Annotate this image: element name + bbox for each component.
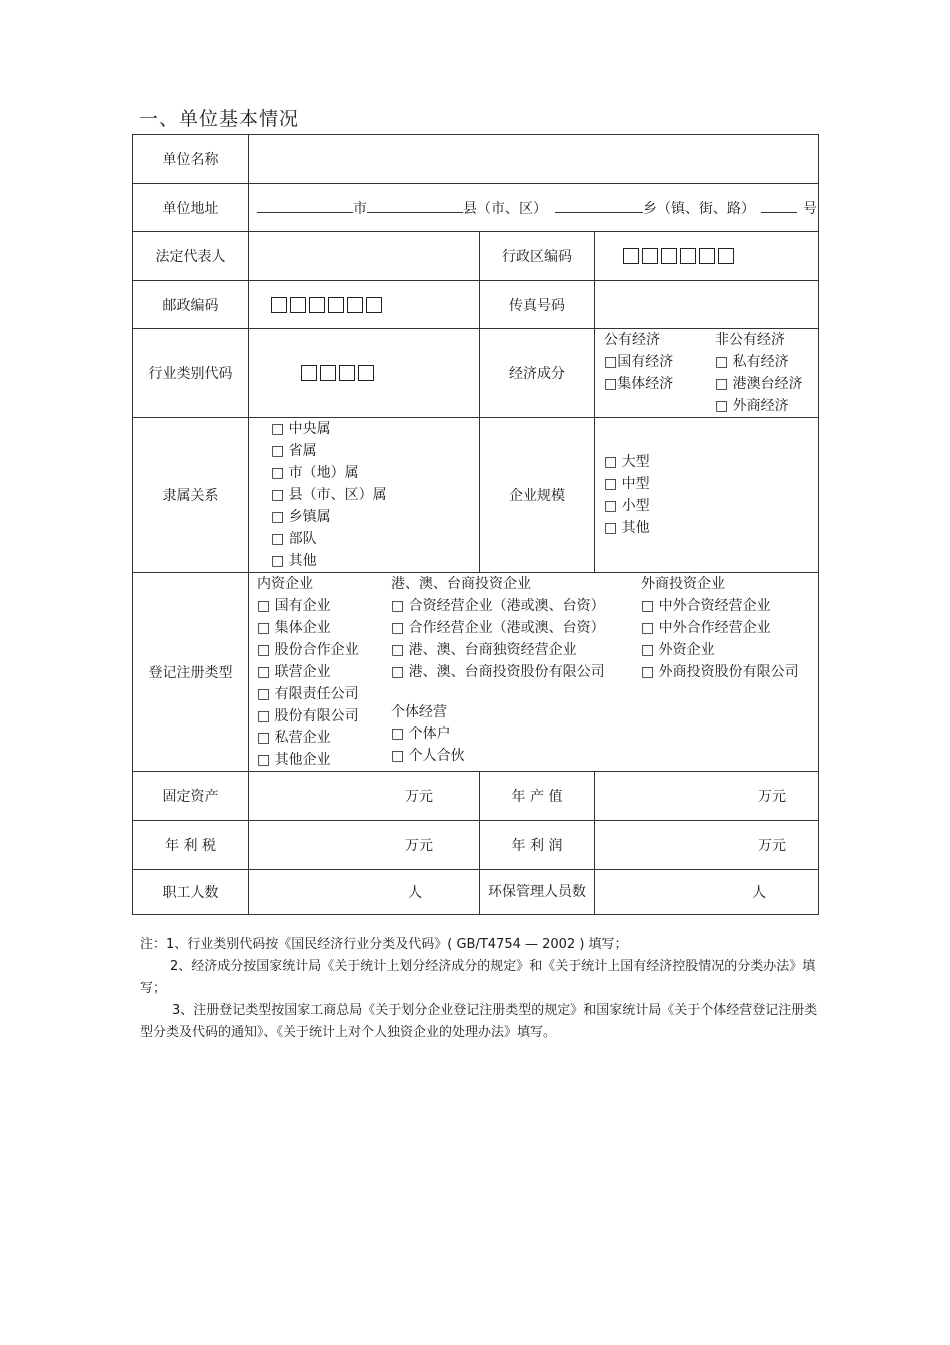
registration-option[interactable]: □ 中外合资经营企业 — [641, 598, 771, 614]
section-title: 一、单位基本情况 — [139, 108, 300, 130]
code-digit-box[interactable] — [661, 248, 677, 264]
registration-option[interactable]: □ 合作经营企业（港或澳、台资） — [391, 620, 605, 636]
code-digit-box[interactable] — [339, 365, 355, 381]
county-suffix: 县（市、区） — [463, 200, 547, 217]
economic-option[interactable]: □ 外商经济 — [715, 398, 789, 414]
registration-option[interactable]: □ 外资企业 — [641, 642, 715, 658]
code-digit-box[interactable] — [358, 365, 374, 381]
code-digit-box[interactable] — [642, 248, 658, 264]
scale-label: 企业规模 — [480, 418, 595, 573]
affiliation-option[interactable]: □ 县（市、区）属 — [271, 487, 387, 503]
code-digit-box[interactable] — [320, 365, 336, 381]
economic-label: 经济成分 — [480, 329, 595, 418]
nonpublic-economy-title: 非公有经济 — [715, 332, 785, 348]
fixed-assets-field[interactable] — [249, 772, 480, 821]
affiliation-option[interactable]: □ 部队 — [271, 531, 317, 547]
hkmt-group — [391, 573, 641, 767]
code-digit-box[interactable] — [366, 297, 382, 313]
row-affiliation — [133, 418, 819, 573]
code-digit-box[interactable] — [328, 297, 344, 313]
annual-output-unit: 万元 — [758, 789, 787, 805]
nonpublic-economy-group — [715, 329, 803, 417]
number-blank[interactable] — [761, 198, 797, 213]
domestic-group — [257, 573, 391, 771]
env-staff-unit: 人 — [752, 885, 767, 901]
admin-code-field[interactable] — [595, 232, 819, 281]
scale-option[interactable]: □ 小型 — [604, 498, 650, 514]
note-item: 注：1、行业类别代码按《国民经济行业分类及代码》( GB/T4754 — 2002 ) 填写； — [140, 937, 628, 952]
fixed-assets-label: 固定资产 — [133, 772, 249, 821]
registration-option[interactable]: □ 联营企业 — [257, 664, 331, 680]
town-blank[interactable] — [555, 198, 643, 213]
address-label: 单位地址 — [133, 184, 249, 232]
fax-field[interactable] — [595, 281, 819, 329]
legal-rep-label: 法定代表人 — [133, 232, 249, 281]
row-legal-rep — [133, 232, 819, 281]
city-blank[interactable] — [257, 198, 353, 213]
env-staff-field[interactable] — [595, 870, 819, 915]
registration-option[interactable]: □ 国有企业 — [257, 598, 331, 614]
annual-tax-field[interactable] — [249, 821, 480, 870]
economic-option[interactable]: □ 港澳台经济 — [715, 376, 803, 392]
registration-options — [249, 573, 819, 772]
scale-option[interactable]: □ 大型 — [604, 454, 650, 470]
domestic-title: 内资企业 — [257, 576, 313, 592]
row-address — [133, 184, 819, 232]
registration-option[interactable]: □ 股份有限公司 — [257, 708, 359, 724]
basic-info-table — [132, 134, 819, 915]
registration-label: 登记注册类型 — [133, 573, 249, 772]
postal-code-label: 邮政编码 — [133, 281, 249, 329]
row-industry — [133, 329, 819, 418]
code-digit-box[interactable] — [699, 248, 715, 264]
industry-code-label: 行业类别代码 — [133, 329, 249, 418]
public-economy-group — [604, 329, 708, 395]
row-unit-name — [133, 135, 819, 184]
public-economy-title: 公有经济 — [604, 332, 660, 348]
registration-option[interactable]: □ 其他企业 — [257, 752, 331, 768]
unit-name-field[interactable] — [249, 135, 819, 184]
row-assets — [133, 772, 819, 821]
annual-tax-unit: 万元 — [405, 838, 433, 854]
code-digit-box[interactable] — [680, 248, 696, 264]
industry-code-field[interactable] — [249, 329, 480, 418]
code-digit-box[interactable] — [309, 297, 325, 313]
env-staff-label: 环保管理人员数 — [480, 870, 595, 915]
registration-option[interactable]: □ 私营企业 — [257, 730, 331, 746]
code-digit-box[interactable] — [623, 248, 639, 264]
registration-option[interactable]: □ 中外合作经营企业 — [641, 620, 771, 636]
unit-name-label: 单位名称 — [133, 135, 249, 184]
row-registration — [133, 573, 819, 772]
registration-option[interactable]: □ 有限责任公司 — [257, 686, 359, 702]
affiliation-option[interactable]: □ 省属 — [271, 443, 317, 459]
affiliation-options — [249, 418, 480, 573]
affiliation-label: 隶属关系 — [133, 418, 249, 573]
fax-label: 传真号码 — [480, 281, 595, 329]
city-suffix: 市 — [353, 200, 367, 217]
affiliation-option[interactable]: □ 中央属 — [271, 421, 331, 437]
code-digit-box[interactable] — [290, 297, 306, 313]
scale-option[interactable]: □ 中型 — [604, 476, 650, 492]
annual-output-label: 年 产 值 — [480, 772, 595, 821]
employees-unit: 人 — [408, 885, 422, 901]
registration-option[interactable]: □ 个人合伙 — [391, 748, 465, 764]
registration-option[interactable]: □ 集体企业 — [257, 620, 331, 636]
annual-profit-unit: 万元 — [758, 838, 787, 854]
affiliation-option[interactable]: □ 乡镇属 — [271, 509, 331, 525]
annual-output-field[interactable] — [595, 772, 819, 821]
employees-label: 职工人数 — [133, 870, 249, 915]
town-suffix: 乡（镇、街、路） — [643, 200, 755, 217]
row-tax-profit — [133, 821, 819, 870]
annual-profit-label: 年 利 润 — [480, 821, 595, 870]
scale-option[interactable]: □ 其他 — [604, 520, 650, 536]
foreign-group — [641, 573, 799, 683]
affiliation-option[interactable]: □ 其他 — [271, 553, 317, 569]
fixed-assets-unit: 万元 — [405, 789, 433, 805]
row-postal — [133, 281, 819, 329]
employees-field[interactable] — [249, 870, 480, 915]
code-digit-box[interactable] — [718, 248, 734, 264]
postal-code-field[interactable] — [249, 281, 480, 329]
economic-option[interactable]: □集体经济 — [604, 376, 674, 392]
annual-profit-field[interactable] — [595, 821, 819, 870]
county-blank[interactable] — [367, 198, 463, 213]
affiliation-option[interactable]: □ 市（地）属 — [271, 465, 359, 481]
row-staff — [133, 870, 819, 915]
registration-option[interactable]: □ 港、澳、台商独资经营企业 — [391, 642, 577, 658]
annual-tax-label: 年 利 税 — [133, 821, 249, 870]
scale-options — [595, 418, 819, 573]
code-digit-box[interactable] — [271, 297, 287, 313]
registration-option[interactable]: □ 股份合作企业 — [257, 642, 359, 658]
economic-option[interactable]: □国有经济 — [604, 354, 674, 370]
admin-code-label: 行政区编码 — [480, 232, 595, 281]
hkmt-title: 港、澳、台商投资企业 — [391, 576, 531, 592]
note-item: 3、注册登记类型按国家工商总局《关于划分企业登记注册类型的规定》和国家统计局《关于个体经营登记注册类型分类及代码的通知》、《关于统计上对个人独资企业的处理办法》填写。 — [140, 1003, 818, 1040]
code-digit-box[interactable] — [347, 297, 363, 313]
registration-option[interactable]: □ 合资经营企业（港或澳、台资） — [391, 598, 605, 614]
economic-options — [595, 329, 819, 418]
economic-option[interactable]: □ 私有经济 — [715, 354, 789, 370]
address-field[interactable] — [249, 184, 819, 232]
code-digit-box[interactable] — [301, 365, 317, 381]
number-suffix: 号 — [803, 200, 817, 217]
notes — [140, 934, 820, 1044]
individual-title: 个体经营 — [391, 704, 447, 720]
legal-rep-field[interactable] — [249, 232, 480, 281]
registration-option[interactable]: □ 个体户 — [391, 726, 451, 742]
foreign-title: 外商投资企业 — [641, 576, 725, 592]
registration-option[interactable]: □ 港、澳、台商投资股份有限公司 — [391, 664, 605, 680]
note-item: 2、经济成分按国家统计局《关于统计上划分经济成分的规定》和《关于统计上国有经济控股情况的分类办法》填写； — [140, 959, 816, 996]
registration-option[interactable]: □ 外商投资股份有限公司 — [641, 664, 799, 680]
